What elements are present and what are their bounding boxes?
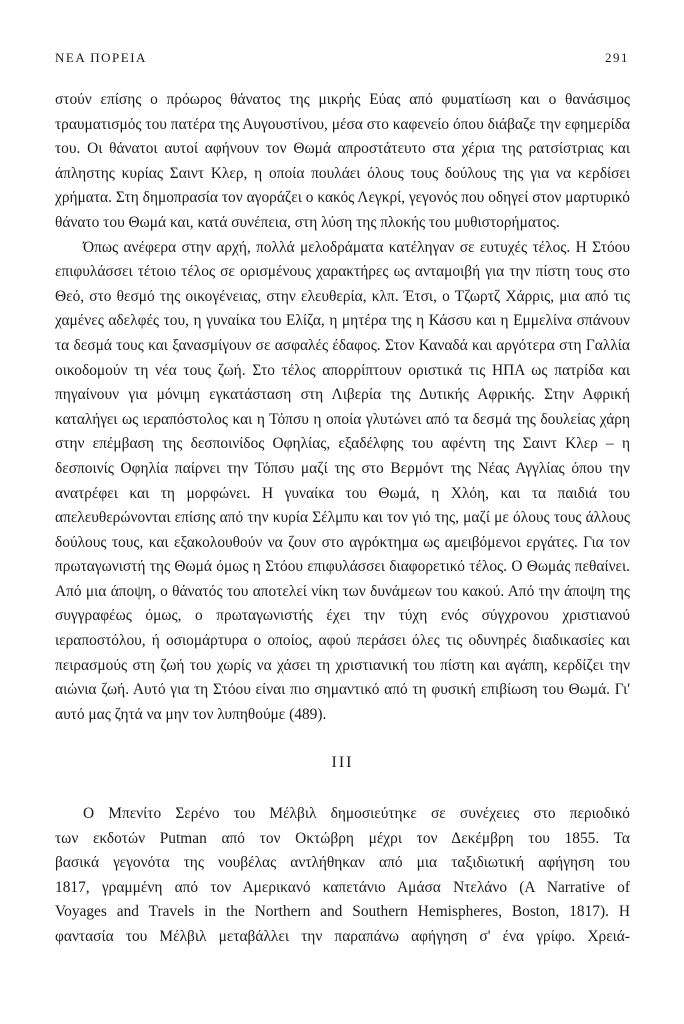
section-heading: III <box>331 754 354 772</box>
page-body <box>55 88 630 950</box>
running-header <box>55 50 629 66</box>
text-line: 1817, γραμμένη από τον Αμερικανό καπετάνιο Αμάσα Ντελάνο (A Narrative of <box>55 878 630 896</box>
page-number: 291 <box>605 50 629 65</box>
paragraph-continuation: στούν επίσης ο πρόωρος θάνατος της μικρής Εύας από φυματίωση και ο θανάσιμος τραυματισμός του πατέρα της Αυγουστίνου, μέσα στο καφενείο όπου διάβαζε την εφημερίδα του. Οι θάνατοι αυτοί αφήνουν τον Θωμά απροστάτευτο στα χέρια της ρατσίστριας και άπληστης κυρίας Σαιντ Κλερ, η οποία πουλάει όλους τους δούλους της για να κερδίσει χρήματα. Στη δημοπρασία τον αγοράζει ο κακός Λεγκρί, γεγονός που οδηγεί στον μαρτυρικό θάνατο του Θωμά και, κατά συνέπεια, στη λύση της πλοκής του μυθιστορήματος. <box>55 91 630 231</box>
text-line: Voyages and Travels in the Northern and Southern Hemispheres, Boston, 1817). Η <box>55 903 630 921</box>
paragraph-melodrama-endings: Όπως ανέφερα στην αρχή, πολλά μελοδράματα κατέληγαν σε ευτυχές τέλος. Η Στόου επιφυλάσσει τέτοιο τέλος σε ορισμένους χαρακτήρες ως ανταμοιβή για την πίστη τους στο Θεό, στο θεσμό της οικογένειας, στην ελευθερία, κλπ. Έτσι, ο Τζωρτζ Χάρρις, μια από τις χαμένες αδελφές του, η γυναίκα του Ελίζα, η μητέρα της η Κάσσυ και η Εμμελίνα σπάνουν τα δεσμά τους και ξανασμίγουν σε ασφαλές έδαφος. Στον Καναδά και αργότερα στη Γαλλία οικοδομούν τη νέα τους ζωή. Στο τέλος απορρίπτουν οριστικά τις ΗΠΑ ως πατρίδα και πηγαίνουν για μόνιμη εγκατάσταση στη Λιβερία της Δυτικής Αφρικής. Στην Αφρική καταλήγει ως ιεραπόστολος και η Τόπσυ η οποία γλυτώνει από τα δεσμά της δουλείας χάρη στην επέμβαση της δεσποινίδος Οφηλίας, εξαδέλφης του αφέντη της Σαιντ Κλερ – η δεσποινίς Οφηλία παίρνει την Τόπσυ μαζί της στο Βερμόντ της Νέας Αγγλίας όπου την ανατρέφει και τη μορφώνει. Η γυναίκα του Θωμά, η Χλόη, και τα παιδιά του απελευθερώνονται επίσης από την κυρία Σέλμπυ και τον γιό της, μαζί με όλους τους άλλους δούλους τους, και εξακολουθούν να ζουν στο αγρόκτημα ως αμειβόμενοι εργάτες. Για τον πρωταγωνιστή της Θωμά όμως η Στόου επιφυλάσσει διαφορετικό τέλος. Ο Θωμάς πεθαίνει. Από μια άποψη, ο θάνατός του αποτελεί νίκη των δυνάμεων του κακού. Από την άποψη της συγγραφέως όμως, ο πρωταγωνιστής έχει την τύχη ενός σύγχρονου χριστιανού ιεραποστόλου, ή οσιομάρτυρα ο οποίος, αφού περάσει όλες τις οδυνηρές διαδικασίες και πειρασμούς στη ζωή του χωρίς να χάσει τη χριστιανική του πίστη και αγάπη, κερδίζει την αιώνια ζωή. Αυτό για τη Στόου είναι πιο σημαντικό από τη φυσική επιβίωση του Θωμά. Γι' αυτό μας ζητά να μην τον λυπηθούμε (489). <box>55 238 630 723</box>
paragraph-benito-cereno <box>55 802 630 950</box>
text-line: Ο Μπενίτο Σερένο του Μέλβιλ δημοσιεύτηκε σε συνέχειες στο περιοδικό <box>83 805 630 823</box>
text-line: βασικά γεγονότα της νουβέλας αντλήθηκαν από μια ταξιδιωτική αφήγηση του <box>55 854 630 872</box>
text-line: φαντασία του Μέλβιλ μεταβάλλει την παραπάνω αφήγηση σ' ένα γρίφο. Χρειά- <box>55 928 630 945</box>
text-line: των εκδοτών Putman από τον Οκτώβρη μέχρι τον Δεκέμβρη του 1855. Τα <box>55 829 630 847</box>
running-title: ΝΕΑ ΠΟΡΕΙΑ <box>55 50 147 65</box>
